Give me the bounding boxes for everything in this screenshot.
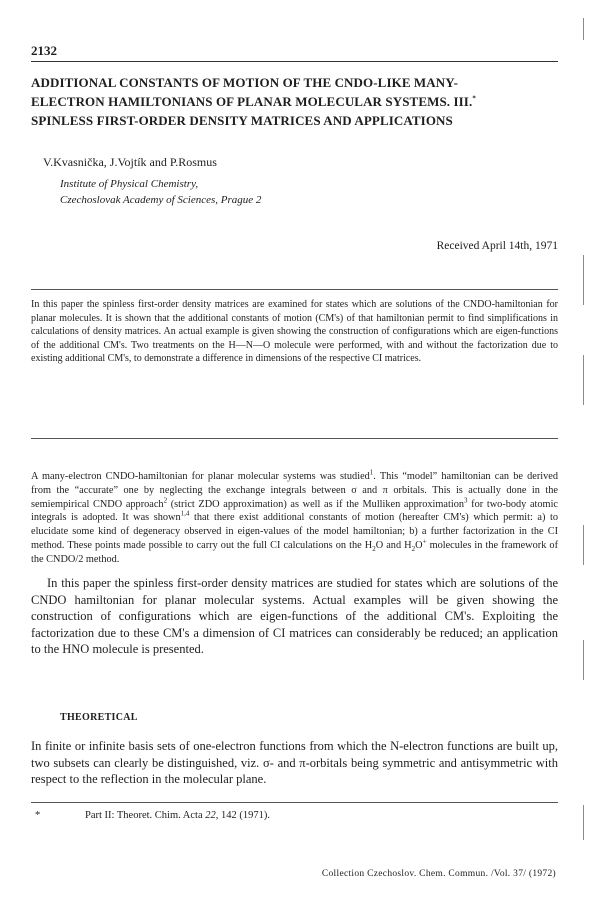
margin-mark (583, 640, 584, 680)
authors: V.Kvasnička, J.Vojtík and P.Rosmus (43, 155, 217, 169)
article-title (31, 73, 571, 130)
margin-mark (583, 18, 584, 40)
reference-mark: 3 (464, 496, 468, 505)
affiliation-line: Czechoslovak Academy of Sciences, Prague 2 (60, 194, 262, 206)
footnote-volume: 22 (205, 810, 216, 821)
footnote: * Part II: Theoret. Chim. Acta 22, 142 (1971). (35, 810, 270, 821)
reference-mark: 2 (163, 496, 168, 505)
theory-paragraph: In finite or infinite basis sets of one-electron functions from which the N-electron functions are built up, two subsets can clearly be distinguished, viz. σ- and π-orbitals being symmetric and antisymmetric with respect to the reflection in the molecular plane. (31, 739, 558, 787)
abstract-bottom-rule (31, 438, 558, 439)
abstract: In this paper the spinless first-order density matrices are examined for states which are solutions of the CNDO-hamiltonian for planar molecules. It is shown that the additional constants of motion (CM's) of that hamiltonian permit to find simplifications in calculations of density matrices. An actual example is given showing the construction of configurations which are eigen-functions of the additional CM's. Two treatments on the H—N—O molecule were performed, with and without the factorization due to existing additional CM's, to demonstrate a difference in dimensions of the respective CI matrices. (31, 299, 558, 365)
affiliation-line: Institute of Physical Chemistry, (60, 178, 199, 190)
margin-mark (583, 255, 584, 305)
title-line: ELECTRON HAMILTONIANS OF PLANAR MOLECULAR SYSTEMS. III.* (31, 94, 476, 109)
introduction-paragraph: A many-electron CNDO-hamiltonian for planar molecular systems was studied$^1$. This “model” hamiltonian can be derived from the “accurate” one by neglecting the exchange integrals between σ and π orbitals. This is actually done in the semiempirical CNDO approach$^2$ (strict ZDO approximation) as well as if the Mulliken approximation$^3$ for two-body atomic integrals is adopted. It was shown$^{1,4}$ that there exist additional constants of motion (hereafter CM's) which permit: a) to elucidate some kind of degeneracy observed in eigen-values of the model hamiltonian; b) a further factorization in the CI method. These points made possible to carry out the full CI calculations on the $H_2O$ and $H_2O^+$ molecules in the framework of the CNDO/2 method. (31, 468, 559, 565)
footnote-mark: * (35, 810, 41, 821)
title-footnote-mark: * (472, 94, 476, 103)
received-date: Received April 14th, 1971 (436, 240, 558, 252)
reference-mark: 1 (369, 468, 374, 477)
header-rule (31, 61, 558, 62)
margin-mark (583, 805, 584, 840)
footnote-rule (31, 802, 558, 803)
page-number: 2132 (31, 43, 57, 58)
reference-mark: 1,4 (180, 509, 190, 518)
abstract-top-rule (31, 289, 558, 290)
title-line: ADDITIONAL CONSTANTS OF MOTION OF THE CNDO-LIKE MANY- (31, 75, 459, 90)
section-heading: THEORETICAL (60, 712, 138, 723)
margin-mark (583, 525, 584, 565)
title-line: SPINLESS FIRST-ORDER DENSITY MATRICES AND APPLICATIONS (31, 113, 453, 128)
scope-text: In this paper the spinless first-order density matrices are studied for states which are solutions of the CNDO hamiltonian for planar molecular systems. Actual examples will be given showing the construction of configurations which are eigen-functions of the additional CM's. Exploiting the factorization due to these CM's a dimension of CI matrices can considerably be reduced; an application to the HNO molecule is presented. (31, 576, 558, 657)
scope-paragraph (31, 575, 558, 658)
margin-mark (583, 355, 584, 405)
running-footer: Collection Czechoslov. Chem. Commun. /Vol. 37/ (1972) (321, 869, 556, 879)
